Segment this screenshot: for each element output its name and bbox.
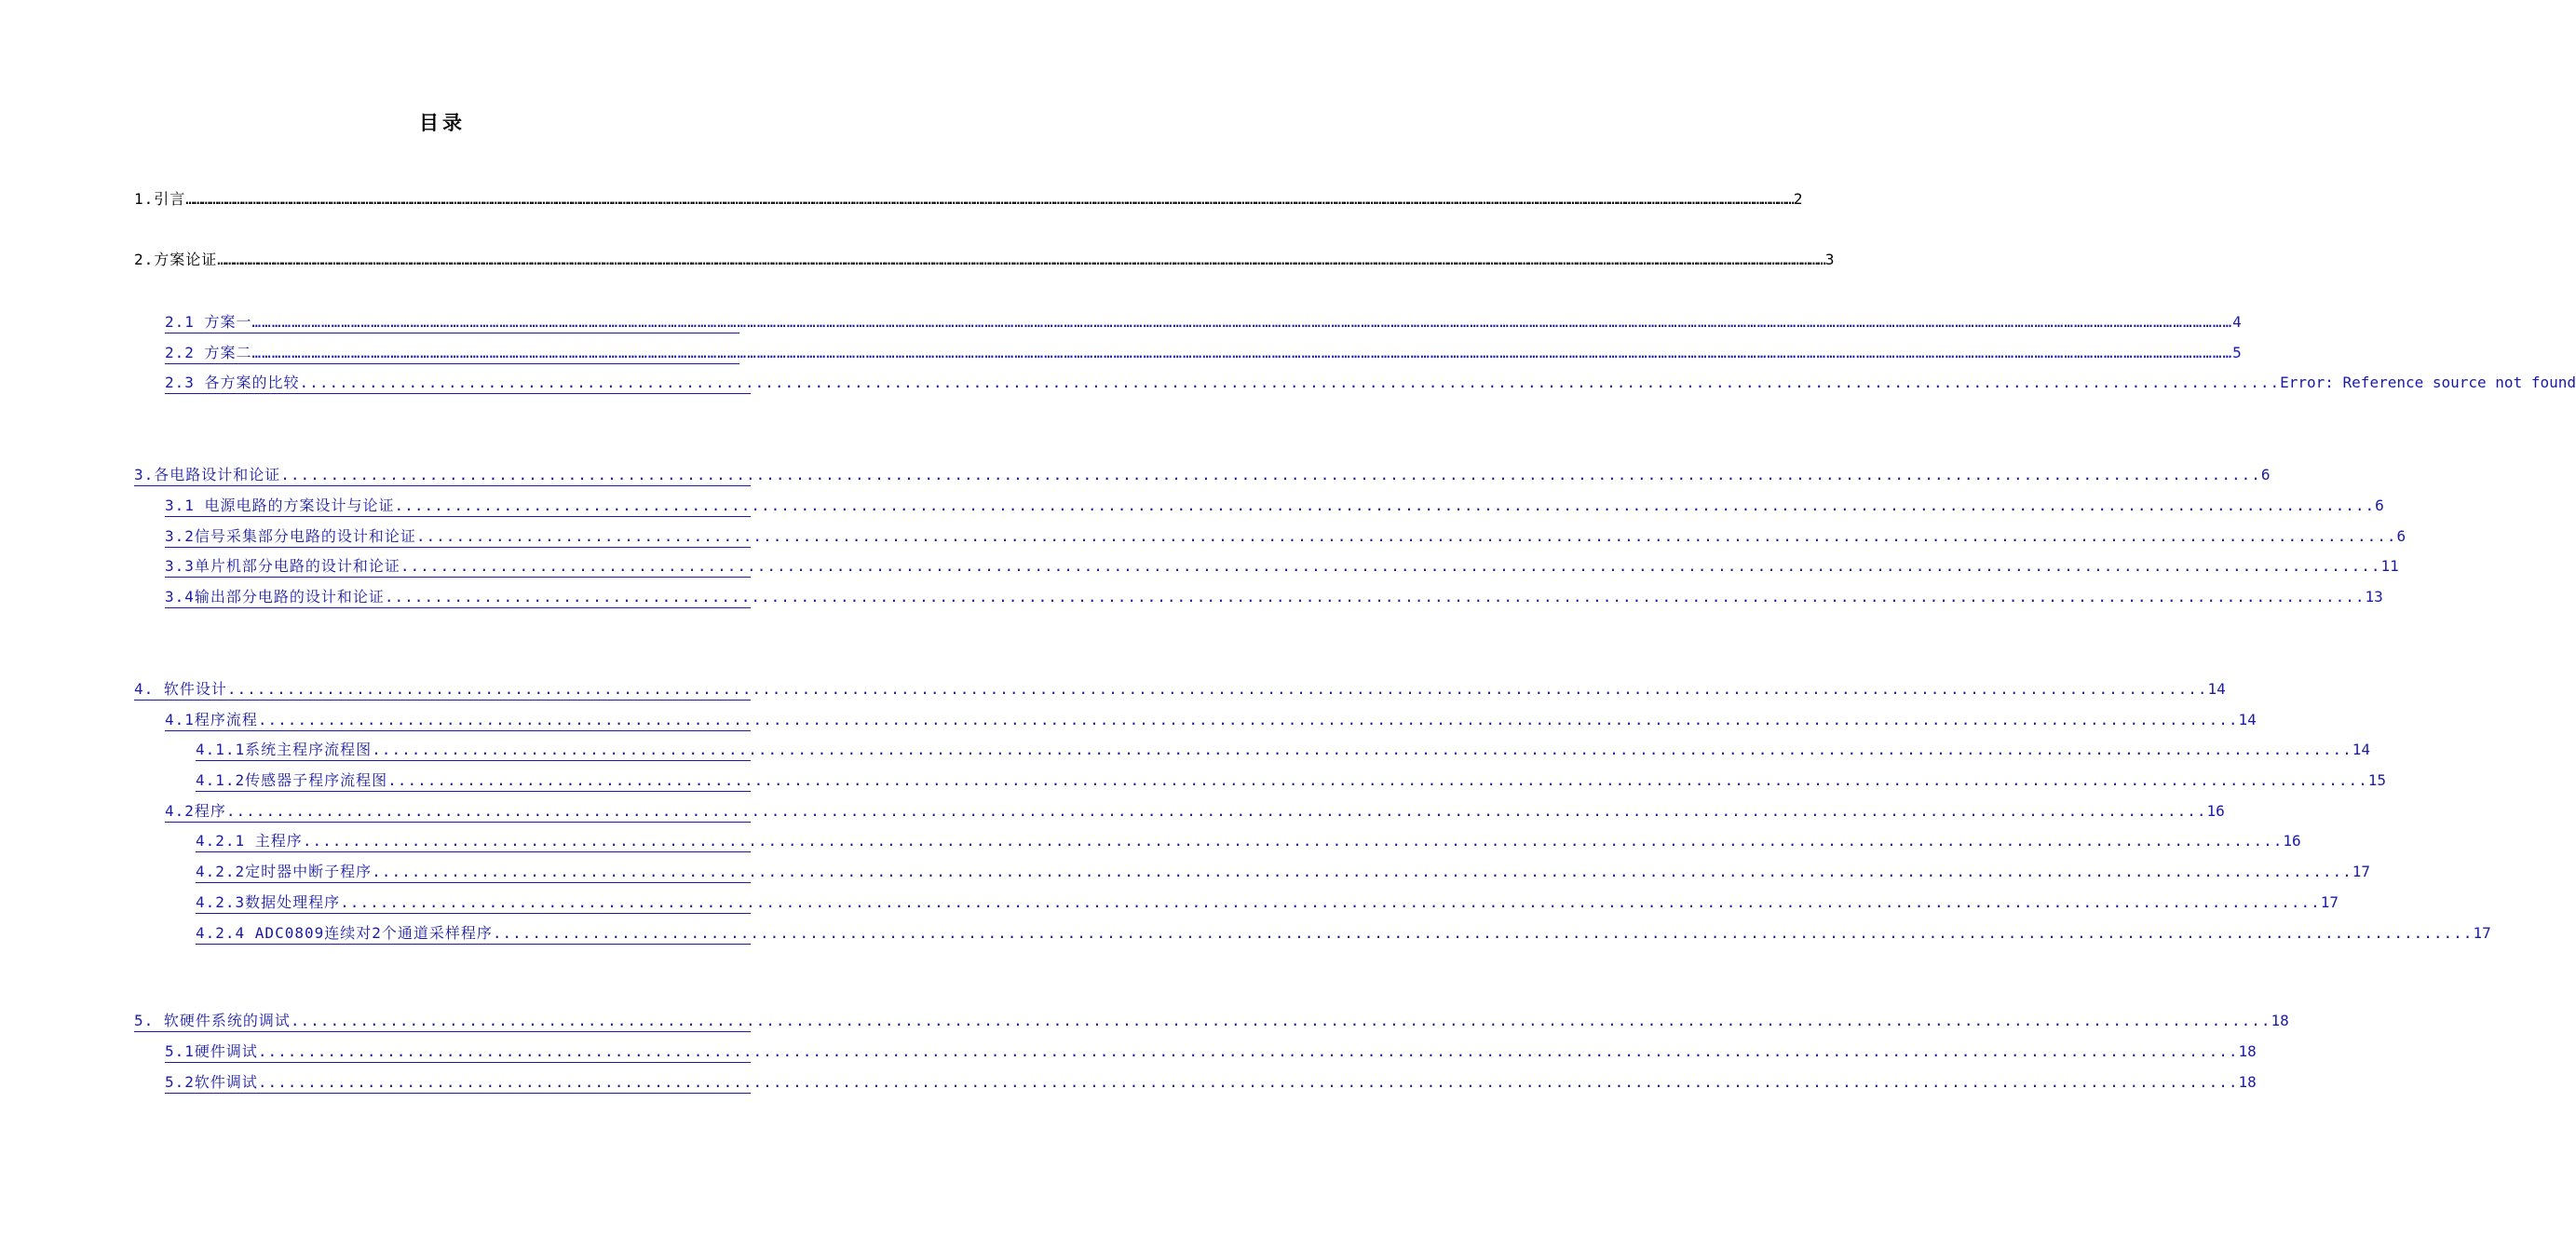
toc-entry-label: 1.引言 bbox=[134, 190, 186, 208]
toc-entry[interactable] bbox=[165, 587, 2383, 608]
toc-entry[interactable] bbox=[165, 801, 2225, 823]
toc-entry-page: 18 bbox=[2238, 1073, 2257, 1091]
toc-entry[interactable] bbox=[134, 465, 2271, 486]
toc-leader: ........................................................................................................................................................................................................ bbox=[384, 588, 2366, 606]
toc-leader: ........................................................................................................................................................................................................ bbox=[387, 771, 2368, 789]
toc-entry-page: 15 bbox=[2367, 771, 2386, 789]
toc-entry-label: 3.4输出部分电路的设计和论证 bbox=[165, 588, 385, 606]
toc-entry-page: 5 bbox=[2232, 344, 2242, 361]
toc-entry-label: 2.1 方案一 bbox=[165, 313, 252, 331]
toc-entry-page: 4 bbox=[2232, 313, 2242, 331]
toc-entry-label: 4.2.4 ADC0809连续对2个通道采样程序 bbox=[196, 924, 493, 942]
toc-entry[interactable] bbox=[196, 770, 2386, 792]
toc-leader: ........................................................................................................................................................................................................ bbox=[226, 680, 2208, 698]
toc-entry[interactable] bbox=[196, 740, 2370, 761]
toc-entry-label: 4. 软件设计 bbox=[134, 680, 227, 698]
toc-entry-page: 14 bbox=[2352, 741, 2370, 758]
toc-entry-page: 6 bbox=[2375, 497, 2384, 514]
toc-entry-page: 3 bbox=[1824, 251, 1835, 268]
toc-entry-label: 4.1程序流程 bbox=[165, 711, 258, 728]
toc-entry-page: 6 bbox=[2396, 527, 2407, 545]
toc-entry[interactable] bbox=[134, 679, 2226, 701]
toc-entry[interactable] bbox=[196, 862, 2370, 883]
toc-leader: ........................................................................................................................................................................................................ bbox=[372, 741, 2352, 758]
toc-entry-label: 2.方案论证 bbox=[134, 251, 218, 268]
toc-entry-label: 2.2 方案二 bbox=[165, 344, 252, 361]
toc-leader: ........................................................................................................................................................................................................ bbox=[257, 1073, 2239, 1091]
toc-leader: ........................................................................................................................................................................................................ bbox=[372, 863, 2352, 880]
toc-entry-page: 13 bbox=[2365, 588, 2383, 606]
toc-entry-label: 5.1硬件调试 bbox=[165, 1042, 258, 1060]
toc-entry-label: 5. 软硬件系统的调试 bbox=[134, 1012, 291, 1029]
toc-leader: ........................................................................................................................................................................................................ bbox=[280, 466, 2261, 483]
toc-entry[interactable] bbox=[196, 831, 2301, 852]
toc-leader: …………………………………………………………………………………………………………………………………………………………………………………………………………………………………………………………………………………………………………………………………………………………………………………………………………………………………………………………………………………………………………………………………………………… bbox=[185, 190, 1794, 208]
toc-entry-page: 14 bbox=[2238, 711, 2257, 728]
toc-leader: ........................................................................................................................................................................................................ bbox=[415, 527, 2397, 545]
toc-entry[interactable] bbox=[134, 1011, 2289, 1032]
toc-entry[interactable] bbox=[165, 343, 2242, 364]
toc-entry-page: 16 bbox=[2206, 802, 2225, 820]
toc-entry-page: 11 bbox=[2380, 557, 2399, 575]
toc-leader: ........................................................................................................................................................................................................ bbox=[302, 832, 2284, 850]
toc-leader: ........................................................................................................................................................................................................ bbox=[400, 557, 2381, 575]
toc-entry[interactable] bbox=[165, 556, 2399, 578]
toc-entry-page: 17 bbox=[2352, 863, 2370, 880]
toc-entry-label: 4.2.3数据处理程序 bbox=[196, 893, 341, 911]
toc-entry[interactable] bbox=[165, 312, 2242, 333]
toc-entry-label: 4.2.1 主程序 bbox=[196, 832, 303, 850]
toc-entry-label: 4.1.2传感器子程序流程图 bbox=[196, 771, 388, 789]
toc-entry-page: 17 bbox=[2473, 924, 2491, 942]
toc-entry-page: Error: Reference source not found bbox=[2280, 374, 2576, 391]
toc-entry-page: 16 bbox=[2283, 832, 2301, 850]
toc-leader: ........................................................................................................................................................................................................ bbox=[257, 711, 2239, 728]
toc-leader: ........................................................................................................................................................................................................ bbox=[492, 924, 2474, 942]
toc-entry[interactable] bbox=[165, 710, 2257, 731]
toc-entry-label: 3.2信号采集部分电路的设计和论证 bbox=[165, 527, 416, 545]
toc-entry bbox=[134, 189, 1803, 210]
toc-entry-label: 4.2.2定时器中断子程序 bbox=[196, 863, 373, 880]
toc-entry-page: 14 bbox=[2207, 680, 2226, 698]
page-title: 目录 bbox=[419, 112, 466, 134]
toc-entry-page: 17 bbox=[2320, 893, 2339, 911]
toc-entry[interactable] bbox=[165, 496, 2384, 517]
toc-entry[interactable] bbox=[165, 1041, 2257, 1063]
toc-entry-label: 3.1 电源电路的方案设计与论证 bbox=[165, 497, 395, 514]
toc-entry[interactable] bbox=[165, 526, 2407, 548]
toc-entry[interactable] bbox=[165, 373, 2576, 394]
toc-leader: ........................................................................................................................................................................................................ bbox=[394, 497, 2376, 514]
toc-leader: ........................................................................................................................................................................................................ bbox=[340, 893, 2321, 911]
toc-leader: …………………………………………………………………………………………………………………………………………………………………………………………………………………………………………………………………………………………………………………………………………………………………………………………………………………………………………………………………………………………………………………………………………………… bbox=[251, 313, 2233, 331]
toc-leader: ........................................................................................................................................................................................................ bbox=[290, 1012, 2271, 1029]
toc-entry-page: 18 bbox=[2271, 1012, 2289, 1029]
toc-entry-page: 18 bbox=[2238, 1042, 2257, 1060]
toc-entry-label: 4.2程序 bbox=[165, 802, 226, 820]
toc-leader: …………………………………………………………………………………………………………………………………………………………………………………………………………………………………………………………………………………………………………………………………………………………………………………………………………………………………………………………………………………………………………………………………………………… bbox=[251, 344, 2233, 361]
toc-leader: ........................................................................................................................................................................................................ bbox=[257, 1042, 2239, 1060]
toc-entry bbox=[134, 250, 1835, 270]
toc-entry-label: 5.2软件调试 bbox=[165, 1073, 258, 1091]
toc-entry-label: 4.1.1系统主程序流程图 bbox=[196, 741, 373, 758]
toc-entry-page: 2 bbox=[1793, 190, 1803, 208]
toc-entry[interactable] bbox=[165, 1072, 2257, 1094]
toc-leader: …………………………………………………………………………………………………………………………………………………………………………………………………………………………………………………………………………………………………………………………………………………………………………………………………………………………………………………………………………………………………………………………………………………… bbox=[217, 251, 1825, 268]
toc-entry-label: 3.3单片机部分电路的设计和论证 bbox=[165, 557, 400, 575]
toc-entry-label: 2.3 各方案的比较 bbox=[165, 374, 300, 391]
toc-entry-page: 6 bbox=[2260, 466, 2271, 483]
toc-entry[interactable] bbox=[196, 923, 2491, 945]
toc-entry[interactable] bbox=[196, 892, 2339, 914]
toc-entry-label: 3.各电路设计和论证 bbox=[134, 466, 281, 483]
toc-leader: ........................................................................................................................................................................................................ bbox=[299, 374, 2281, 391]
toc-leader: ........................................................................................................................................................................................................ bbox=[225, 802, 2207, 820]
